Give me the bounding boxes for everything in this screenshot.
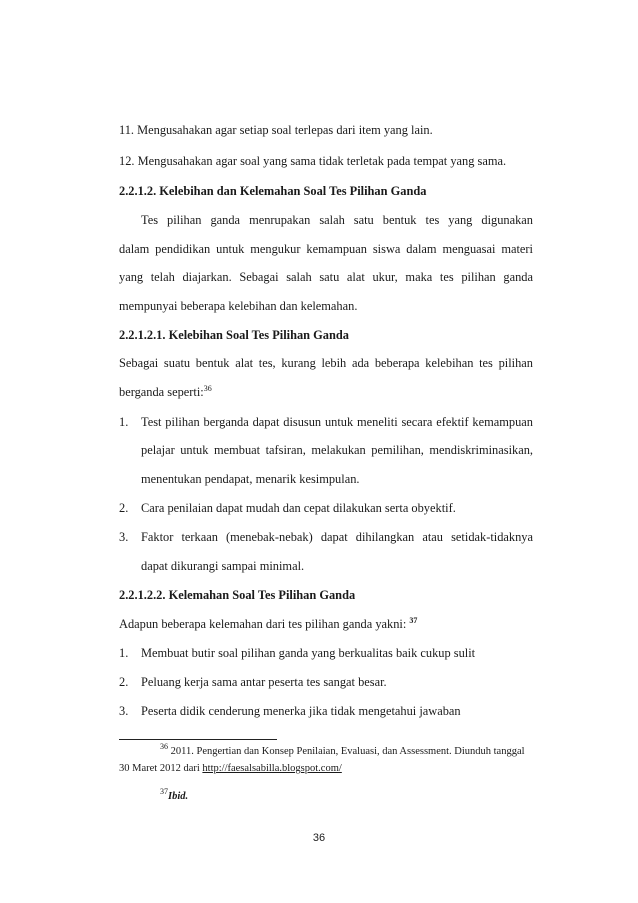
paragraph-text: Adapun beberapa kelemahan dari tes pilihan ganda yakni: [119, 617, 407, 631]
paragraph-line: Tes pilihan ganda menrupakan salah satu bentuk tes yang digunakan [141, 213, 533, 227]
list-number: 2. [119, 675, 129, 689]
list-number: 2. [119, 501, 129, 515]
list-number: 3. [119, 530, 129, 544]
footnote-separator [119, 739, 277, 740]
footnote-36-line2 [119, 762, 342, 776]
footnote-text: 30 Maret 2012 dari [119, 763, 203, 774]
paragraph-line [119, 616, 533, 632]
footnote-ref: 36 [203, 384, 212, 393]
paragraph-line: Sebagai suatu bentuk alat tes, kurang lebih ada beberapa kelebihan tes pilihan [119, 356, 533, 370]
list-item-line: pelajar untuk membuat tafsiran, melakukan pemilihan, mendiskriminasikan, [141, 443, 533, 457]
paragraph-text: berganda seperti: [119, 385, 204, 399]
list-number: 1. [119, 415, 129, 429]
list-item-12: 12. Mengusahakan agar soal yang sama tidak terletak pada tempat yang sama. [119, 154, 507, 168]
list-number: 3. [119, 704, 129, 718]
paragraph-line: dalam pendidikan untuk mengukur kemampuan siswa dalam menguasai materi [119, 242, 533, 256]
list-item-line: Faktor terkaan (menebak-nebak) dapat dihilangkan atau setidak-tidaknya [141, 530, 533, 544]
footnote-number: 37 [160, 787, 168, 796]
list-item-line: dapat dikurangi sampai minimal. [141, 559, 305, 573]
footnote-number: 36 [160, 742, 168, 751]
paragraph-line: mempunyai beberapa kelebihan dan kelemahan. [119, 299, 358, 313]
footnote-link[interactable]: http://faesalsabilla.blogspot.com/ [202, 763, 342, 774]
paragraph-line [119, 384, 533, 400]
section-heading-2-2-1-2: 2.2.1.2. Kelebihan dan Kelemahan Soal Tes Pilihan Ganda [119, 184, 427, 198]
footnote-text: Ibid. [168, 791, 189, 802]
list-item-line: menentukan pendapat, menarik kesimpulan. [141, 472, 360, 486]
list-item-line: Cara penilaian dapat mudah dan cepat dilakukan serta obyektif. [141, 501, 456, 515]
footnote-36-line1 [160, 742, 525, 759]
list-item-11: 11. Mengusahakan agar setiap soal terlepas dari item yang lain. [119, 123, 433, 137]
page-number: 36 [312, 832, 326, 844]
footnote-37 [160, 787, 189, 804]
footnote-text: 2011. Pengertian dan Konsep Penilaian, Evaluasi, dan Assessment. Diunduh tanggal [170, 746, 525, 757]
list-item-line: Peluang kerja sama antar peserta tes sangat besar. [141, 675, 387, 689]
section-heading-2-2-1-2-2: 2.2.1.2.2. Kelemahan Soal Tes Pilihan Ganda [119, 588, 356, 602]
footnote-ref: 37 [409, 616, 418, 625]
list-number: 1. [119, 646, 129, 660]
list-item-line: Test pilihan berganda dapat disusun untuk meneliti secara efektif kemampuan [141, 415, 533, 429]
section-heading-2-2-1-2-1: 2.2.1.2.1. Kelebihan Soal Tes Pilihan Ganda [119, 328, 349, 342]
list-item-line: Membuat butir soal pilihan ganda yang berkualitas baik cukup sulit [141, 646, 476, 660]
paragraph-line: yang telah diajarkan. Sebagai salah satu alat ukur, maka tes pilihan ganda [119, 270, 533, 284]
list-item-line: Peserta didik cenderung menerka jika tidak mengetahui jawaban [141, 704, 461, 718]
